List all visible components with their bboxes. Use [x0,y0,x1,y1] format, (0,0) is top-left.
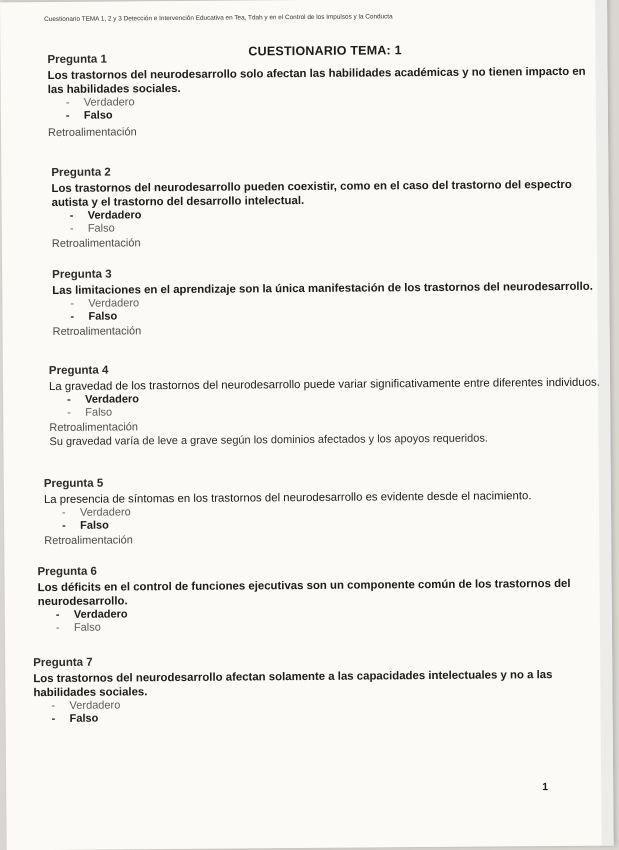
question-number: Pregunta 5 [43,477,104,491]
option-true: - Verdadero [65,96,135,109]
question-text: Los trastornos del neurodesarrollo pueden coexistir, como en el caso del trastorno del espectro autista y el trastorno del desarrollo intelectual. [51,178,572,209]
question-text: Los déficits en el control de funciones ejecutivas son un componente común de los trastornos del neurodesarrollo. [37,577,571,609]
feedback-heading: Retroalimentación [44,534,133,548]
feedback-heading: Retroalimentación [47,126,137,140]
feedback-text: Su gravedad varía de leve a grave según los dominios afectados y los apoyos requeridos. [49,432,488,449]
question-number: Pregunta 2 [51,166,111,179]
question-1 [47,50,603,139]
question-4 [49,361,605,448]
option-true: - Verdadero [61,506,131,519]
question-text: Los trastornos del neurodesarrollo solo afectan las habilidades académicas y no tienen impacto en las habilidades sociales. [47,65,586,97]
option-false: - Falso [70,310,118,323]
question-text: La gravedad de los trastornos del neurodesarrollo puede variar significativamente entre diferentes individuos. [48,376,600,394]
question-number: Pregunta 1 [47,53,107,67]
question-number: Pregunta 3 [52,268,112,281]
question-number: Pregunta 4 [48,364,109,378]
option-false: - Falso [51,712,99,726]
question-6 [37,562,593,635]
feedback-heading: Retroalimentación [49,421,139,435]
option-true: - Verdadero [67,393,139,406]
question-2 [51,163,607,250]
option-true: - Verdadero [70,297,140,310]
option-false: - Falso [62,519,109,532]
question-number: Pregunta 6 [37,565,97,579]
option-true: - Verdadero [51,699,121,713]
question-text: Las limitaciones en el aprendizaje son la única manifestación de los trastornos del neurodesarrollo. [52,280,593,297]
running-header: Cuestionario TEMA 1, 2 y 3 Detección e Intervención Educativa en Tea, Tdah y en el Control de los Impulsos y la Conducta [44,13,393,24]
question-number: Pregunta 7 [33,656,93,670]
document-title: CUESTIONARIO TEMA: 1 [248,43,402,59]
feedback-heading: Retroalimentación [51,237,141,250]
question-5 [44,474,600,547]
feedback-heading: Retroalimentación [52,325,142,338]
option-false: - Falso [69,222,115,235]
question-text: La presencia de síntomas en los trastornos del neurodesarrollo es evidente desde el nacimiento. [43,490,532,507]
option-false: - Falso [55,621,101,634]
option-false: - Falso [65,109,113,122]
question-text: Los trastornos del neurodesarrollo afectan solamente a las capacidades intelectuales y no a las habilidades sociales. [33,669,553,700]
option-false: - Falso [67,406,113,419]
option-true: - Verdadero [55,608,128,621]
question-7 [33,653,589,726]
question-3 [52,265,608,338]
option-true: - Verdadero [69,209,142,222]
page-number: 1 [542,781,549,794]
